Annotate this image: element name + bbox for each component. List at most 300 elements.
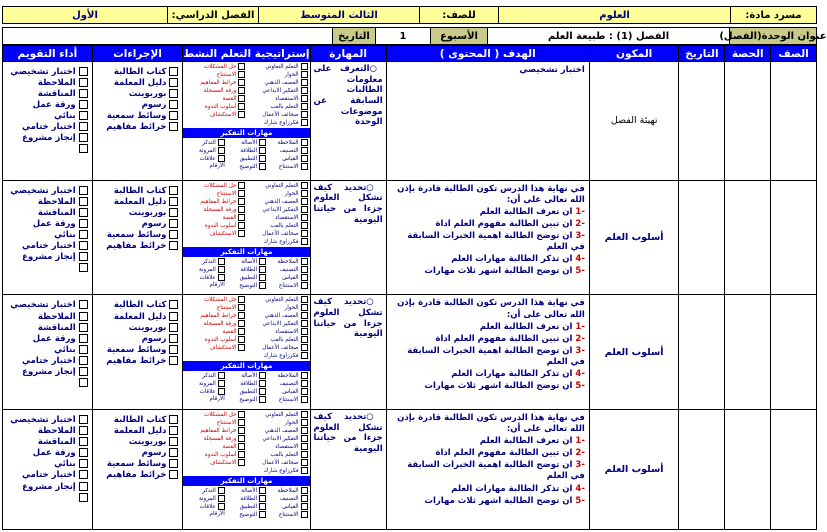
checkbox[interactable]	[259, 495, 266, 502]
checkbox[interactable]	[238, 222, 245, 229]
strategy-option[interactable]: العصف الذهني	[247, 312, 307, 320]
strategy-option[interactable]: التعلم بالعب	[247, 451, 307, 459]
checkbox[interactable]	[218, 487, 225, 494]
evaluation-option[interactable]: ورقة عمل	[7, 334, 88, 345]
checkbox[interactable]	[238, 190, 245, 197]
checkbox[interactable]	[218, 274, 225, 281]
thinking-option[interactable]: الاستنتاج	[268, 511, 307, 519]
procedure-option[interactable]: كتاب الطالبة	[97, 67, 179, 78]
checkbox[interactable]	[301, 222, 308, 229]
thinking-option[interactable]: المرونة	[185, 147, 224, 155]
strategy-option[interactable]: الاستكشاف	[185, 344, 245, 352]
checkbox[interactable]	[259, 274, 266, 281]
evaluation-option[interactable]: المناقشة	[7, 208, 88, 219]
strategy-option[interactable]: ورقة المسجلة	[185, 435, 245, 443]
checkbox[interactable]	[259, 396, 266, 403]
checkbox[interactable]	[79, 78, 88, 87]
period-cell[interactable]	[725, 62, 771, 181]
strategy-option[interactable]: العصف الذهني	[247, 198, 307, 206]
evaluation-option[interactable]: الملاحظة	[7, 426, 88, 437]
checkbox[interactable]	[301, 103, 308, 110]
checkbox[interactable]	[218, 258, 225, 265]
checkbox[interactable]	[169, 300, 178, 309]
thinking-option[interactable]: القياس	[268, 155, 307, 163]
checkbox[interactable]	[169, 208, 178, 217]
checkbox[interactable]	[301, 163, 308, 170]
thinking-option[interactable]: التوضيح	[227, 511, 266, 519]
checkbox[interactable]	[169, 356, 178, 365]
checkbox[interactable]	[169, 197, 178, 206]
checkbox[interactable]	[301, 467, 308, 474]
procedure-option[interactable]: بوربوينت	[97, 437, 179, 448]
checkbox[interactable]	[79, 415, 88, 424]
strategy-option[interactable]: الحوار	[247, 304, 307, 312]
checkbox[interactable]	[79, 100, 88, 109]
checkbox[interactable]	[169, 78, 178, 87]
checkbox[interactable]	[238, 103, 245, 110]
procedure-option[interactable]: دليل المعلمة	[97, 312, 179, 323]
checkbox[interactable]	[238, 87, 245, 94]
thinking-option[interactable]: علاقات الأرقام	[199, 389, 225, 403]
checkbox[interactable]	[218, 266, 225, 273]
checkbox[interactable]	[301, 214, 308, 221]
checkbox[interactable]	[301, 336, 308, 343]
thinking-option[interactable]: التطبيق	[227, 503, 266, 511]
evaluation-option-blank[interactable]	[7, 378, 88, 389]
thinking-option[interactable]: الأصالة	[227, 487, 266, 495]
procedure-option[interactable]: وسائط سمعية	[97, 111, 179, 122]
checkbox[interactable]	[301, 238, 308, 245]
procedure-option[interactable]: دليل المعلمة	[97, 426, 179, 437]
checkbox[interactable]	[79, 312, 88, 321]
checkbox[interactable]	[79, 356, 88, 365]
strategy-option[interactable]: الاستقصاء	[247, 214, 307, 222]
checkbox[interactable]	[238, 459, 245, 466]
checkbox[interactable]	[301, 190, 308, 197]
checkbox[interactable]	[301, 427, 308, 434]
thinking-option[interactable]: التطبيق	[227, 155, 266, 163]
checkbox[interactable]	[238, 328, 245, 335]
strategy-option[interactable]: صحائف الأعمال	[247, 230, 307, 238]
evaluation-option[interactable]: بنائي	[7, 345, 88, 356]
checkbox[interactable]	[218, 388, 225, 395]
checkbox[interactable]	[79, 144, 88, 153]
checkbox[interactable]	[79, 186, 88, 195]
evaluation-option[interactable]: اختبار ختامي	[7, 241, 88, 252]
checkbox[interactable]	[259, 139, 266, 146]
strategy-option[interactable]: التعلم بالعب	[247, 103, 307, 111]
strategy-option[interactable]: الحوار	[247, 71, 307, 79]
evaluation-option[interactable]: إنجاز مشروع	[7, 252, 88, 263]
evaluation-option[interactable]: اختبار ختامي	[7, 356, 88, 367]
evaluation-option[interactable]: اختبار تشخيصي	[7, 186, 88, 197]
checkbox[interactable]	[79, 367, 88, 376]
strategy-option[interactable]: التعلم بالعب	[247, 336, 307, 344]
checkbox[interactable]	[79, 437, 88, 446]
checkbox[interactable]	[301, 328, 308, 335]
thinking-option[interactable]: التذكر	[185, 372, 224, 380]
checkbox[interactable]	[169, 415, 178, 424]
checkbox[interactable]	[218, 372, 225, 379]
unit-value[interactable]: الفصل (1) : طبيعة العلم	[487, 28, 729, 44]
evaluation-option[interactable]: المناقشة	[7, 89, 88, 100]
checkbox[interactable]	[79, 89, 88, 98]
checkbox[interactable]	[79, 470, 88, 479]
checkbox[interactable]	[301, 282, 308, 289]
period-cell[interactable]	[725, 295, 771, 410]
class-value[interactable]: الثالث المتوسط	[258, 7, 419, 23]
checkbox[interactable]	[238, 344, 245, 351]
checkbox[interactable]	[301, 320, 308, 327]
thinking-option[interactable]: التصنيف	[268, 147, 307, 155]
strategy-option[interactable]: الاستنتاج	[185, 71, 245, 79]
evaluation-option[interactable]: اختبار ختامي	[7, 470, 88, 481]
procedure-option[interactable]: خرائط مفاهيم	[97, 241, 179, 252]
procedure-option[interactable]: كتاب الطالبة	[97, 300, 179, 311]
strategy-option[interactable]: الحوار	[247, 190, 307, 198]
checkbox[interactable]	[169, 345, 178, 354]
evaluation-option[interactable]: إنجاز مشروع	[7, 482, 88, 493]
checkbox[interactable]	[169, 111, 178, 120]
checkbox[interactable]	[79, 459, 88, 468]
checkbox[interactable]	[238, 304, 245, 311]
strategy-option[interactable]: صحائف الأعمال	[247, 111, 307, 119]
checkbox[interactable]	[259, 155, 266, 162]
procedure-option[interactable]: وسائط سمعية	[97, 230, 179, 241]
checkbox[interactable]	[238, 443, 245, 450]
checkbox[interactable]	[218, 139, 225, 146]
evaluation-option[interactable]: ورقة عمل	[7, 448, 88, 459]
thinking-option[interactable]: علاقات الأرقام	[199, 274, 225, 288]
checkbox[interactable]	[301, 411, 308, 418]
checkbox[interactable]	[79, 345, 88, 354]
strategy-option[interactable]: العصف الذهني	[247, 79, 307, 87]
checkbox[interactable]	[238, 336, 245, 343]
thinking-option[interactable]: الطلاقة	[227, 147, 266, 155]
date-cell[interactable]	[679, 295, 725, 410]
checkbox[interactable]	[301, 155, 308, 162]
evaluation-option[interactable]: المناقشة	[7, 437, 88, 448]
checkbox[interactable]	[301, 119, 308, 126]
evaluation-option[interactable]: الملاحظة	[7, 78, 88, 89]
checkbox[interactable]	[79, 378, 88, 387]
strategy-option[interactable]: التعلم التعاوني	[247, 63, 307, 71]
strategy-option[interactable]: التفكير الابداعي	[247, 320, 307, 328]
strategy-option[interactable]: التفكير الابداعي	[247, 87, 307, 95]
checkbox[interactable]	[301, 79, 308, 86]
checkbox[interactable]	[238, 230, 245, 237]
thinking-option[interactable]: الطلاقة	[227, 266, 266, 274]
strategy-option[interactable]: القصة	[185, 328, 245, 336]
checkbox[interactable]	[169, 100, 178, 109]
checkbox[interactable]	[79, 448, 88, 457]
thinking-option[interactable]: الملاحظة	[268, 372, 307, 380]
checkbox[interactable]	[169, 186, 178, 195]
checkbox[interactable]	[301, 388, 308, 395]
checkbox[interactable]	[301, 443, 308, 450]
strategy-option[interactable]: فكرزاوج شارك	[247, 238, 307, 246]
class-cell[interactable]	[771, 410, 817, 530]
strategy-option[interactable]: الاستنتاج	[185, 190, 245, 198]
thinking-option[interactable]: الاستنتاج	[268, 163, 307, 171]
subject-value[interactable]: العلوم	[498, 7, 730, 23]
evaluation-option[interactable]: ورقة عمل	[7, 219, 88, 230]
checkbox[interactable]	[79, 334, 88, 343]
checkbox[interactable]	[301, 230, 308, 237]
checkbox[interactable]	[79, 263, 88, 272]
term-value[interactable]: الأول	[3, 7, 167, 23]
checkbox[interactable]	[79, 323, 88, 332]
strategy-option[interactable]: خرائط المفاهيم	[185, 427, 245, 435]
checkbox[interactable]	[79, 67, 88, 76]
date-value[interactable]	[3, 28, 332, 44]
checkbox[interactable]	[259, 266, 266, 273]
checkbox[interactable]	[259, 147, 266, 154]
thinking-option[interactable]: الاستنتاج	[268, 282, 307, 290]
procedure-option[interactable]: رسوم	[97, 100, 179, 111]
strategy-option[interactable]: القصة	[185, 95, 245, 103]
checkbox[interactable]	[301, 396, 308, 403]
strategy-option[interactable]: حل المشكلات	[185, 411, 245, 419]
procedure-option[interactable]: خرائط مفاهيم	[97, 470, 179, 481]
checkbox[interactable]	[301, 352, 308, 359]
thinking-option[interactable]: الملاحظة	[268, 258, 307, 266]
checkbox[interactable]	[301, 63, 308, 70]
strategy-option[interactable]: صحائف الأعمال	[247, 459, 307, 467]
checkbox[interactable]	[238, 320, 245, 327]
evaluation-option[interactable]: اختبار تشخيصي	[7, 415, 88, 426]
checkbox[interactable]	[169, 323, 178, 332]
checkbox[interactable]	[218, 495, 225, 502]
evaluation-option[interactable]: المناقشة	[7, 323, 88, 334]
checkbox[interactable]	[301, 312, 308, 319]
checkbox[interactable]	[301, 139, 308, 146]
checkbox[interactable]	[238, 182, 245, 189]
checkbox[interactable]	[259, 258, 266, 265]
checkbox[interactable]	[301, 95, 308, 102]
strategy-option[interactable]: أسلوب الندوة	[185, 336, 245, 344]
evaluation-option-blank[interactable]	[7, 493, 88, 504]
thinking-option[interactable]: علاقات الأرقام	[199, 155, 225, 169]
thinking-option[interactable]: الطلاقة	[227, 495, 266, 503]
strategy-option[interactable]: التفكير الابداعي	[247, 435, 307, 443]
thinking-option[interactable]: المرونة	[185, 380, 224, 388]
checkbox[interactable]	[301, 380, 308, 387]
strategy-option[interactable]: التفكير الابداعي	[247, 206, 307, 214]
checkbox[interactable]	[238, 198, 245, 205]
checkbox[interactable]	[79, 426, 88, 435]
thinking-option[interactable]: التذكر	[185, 487, 224, 495]
checkbox[interactable]	[79, 219, 88, 228]
thinking-option[interactable]: الملاحظة	[268, 139, 307, 147]
checkbox[interactable]	[238, 206, 245, 213]
checkbox[interactable]	[301, 372, 308, 379]
thinking-option[interactable]: التذكر	[185, 258, 224, 266]
checkbox[interactable]	[259, 487, 266, 494]
thinking-option[interactable]: التوضيح	[227, 396, 266, 404]
checkbox[interactable]	[79, 122, 88, 131]
evaluation-option[interactable]: إنجاز مشروع	[7, 367, 88, 378]
checkbox[interactable]	[238, 435, 245, 442]
thinking-option[interactable]: الأصالة	[227, 258, 266, 266]
checkbox[interactable]	[238, 95, 245, 102]
date-cell[interactable]	[679, 410, 725, 530]
strategy-option[interactable]: الاستقصاء	[247, 95, 307, 103]
strategy-option[interactable]: أسلوب الندوة	[185, 103, 245, 111]
checkbox[interactable]	[259, 372, 266, 379]
class-cell[interactable]	[771, 62, 817, 181]
procedure-option[interactable]: رسوم	[97, 219, 179, 230]
checkbox[interactable]	[301, 182, 308, 189]
procedure-option[interactable]: رسوم	[97, 448, 179, 459]
evaluation-option-blank[interactable]	[7, 144, 88, 155]
strategy-option[interactable]: التعلم التعاوني	[247, 182, 307, 190]
checkbox[interactable]	[79, 230, 88, 239]
thinking-option[interactable]: المرونة	[185, 266, 224, 274]
checkbox[interactable]	[301, 258, 308, 265]
checkbox[interactable]	[259, 163, 266, 170]
strategy-option[interactable]: فكرزاوج شارك	[247, 467, 307, 475]
evaluation-option[interactable]: الملاحظة	[7, 312, 88, 323]
checkbox[interactable]	[79, 208, 88, 217]
procedure-option[interactable]: كتاب الطالبة	[97, 415, 179, 426]
checkbox[interactable]	[169, 312, 178, 321]
checkbox[interactable]	[301, 435, 308, 442]
procedure-option[interactable]: دليل المعلمة	[97, 197, 179, 208]
checkbox[interactable]	[169, 437, 178, 446]
thinking-option[interactable]: الأصالة	[227, 372, 266, 380]
strategy-option[interactable]: التعلم التعاوني	[247, 411, 307, 419]
thinking-option[interactable]: التصنيف	[268, 380, 307, 388]
checkbox[interactable]	[79, 197, 88, 206]
checkbox[interactable]	[79, 241, 88, 250]
thinking-option[interactable]: التوضيح	[227, 163, 266, 171]
checkbox[interactable]	[259, 503, 266, 510]
checkbox[interactable]	[301, 495, 308, 502]
checkbox[interactable]	[238, 71, 245, 78]
checkbox[interactable]	[301, 459, 308, 466]
strategy-option[interactable]: الاستقصاء	[247, 328, 307, 336]
strategy-option[interactable]: العصف الذهني	[247, 427, 307, 435]
strategy-option[interactable]: القصة	[185, 214, 245, 222]
thinking-option[interactable]: التوضيح	[227, 282, 266, 290]
strategy-option[interactable]: القصة	[185, 443, 245, 451]
thinking-option[interactable]: القياس	[268, 388, 307, 396]
evaluation-option[interactable]: بنائي	[7, 459, 88, 470]
thinking-option[interactable]: القياس	[268, 274, 307, 282]
thinking-option[interactable]: التصنيف	[268, 495, 307, 503]
thinking-option[interactable]: التذكر	[185, 139, 224, 147]
checkbox[interactable]	[259, 511, 266, 518]
strategy-option[interactable]: صحائف الأعمال	[247, 344, 307, 352]
thinking-option[interactable]: علاقات الأرقام	[199, 504, 225, 518]
period-cell[interactable]	[725, 410, 771, 530]
procedure-option[interactable]: بوربوينت	[97, 89, 179, 100]
checkbox[interactable]	[301, 198, 308, 205]
checkbox[interactable]	[301, 344, 308, 351]
evaluation-option[interactable]: بنائي	[7, 111, 88, 122]
checkbox[interactable]	[238, 63, 245, 70]
strategy-option[interactable]: التعلم بالعب	[247, 222, 307, 230]
checkbox[interactable]	[301, 147, 308, 154]
class-cell[interactable]	[771, 295, 817, 410]
procedure-option[interactable]: خرائط مفاهيم	[97, 356, 179, 367]
checkbox[interactable]	[238, 419, 245, 426]
strategy-option[interactable]: الاستنتاج	[185, 304, 245, 312]
checkbox[interactable]	[301, 296, 308, 303]
checkbox[interactable]	[218, 503, 225, 510]
strategy-option[interactable]: الاستكشاف	[185, 459, 245, 467]
date-cell[interactable]	[679, 62, 725, 181]
checkbox[interactable]	[238, 312, 245, 319]
checkbox[interactable]	[218, 380, 225, 387]
checkbox[interactable]	[79, 493, 88, 502]
period-cell[interactable]	[725, 180, 771, 295]
checkbox[interactable]	[259, 388, 266, 395]
evaluation-option[interactable]: اختبار تشخيصي	[7, 67, 88, 78]
strategy-option[interactable]: حل المشكلات	[185, 182, 245, 190]
checkbox[interactable]	[259, 282, 266, 289]
strategy-option[interactable]: ورقة المسجلة	[185, 87, 245, 95]
checkbox[interactable]	[301, 111, 308, 118]
checkbox[interactable]	[169, 241, 178, 250]
thinking-option[interactable]: التطبيق	[227, 388, 266, 396]
procedure-option[interactable]: دليل المعلمة	[97, 78, 179, 89]
strategy-option[interactable]: أسلوب الندوة	[185, 451, 245, 459]
strategy-option[interactable]: حل المشكلات	[185, 63, 245, 71]
checkbox[interactable]	[259, 380, 266, 387]
checkbox[interactable]	[301, 266, 308, 273]
evaluation-option-blank[interactable]	[7, 263, 88, 274]
week-value[interactable]: 1	[375, 28, 430, 44]
checkbox[interactable]	[169, 67, 178, 76]
procedure-option[interactable]: رسوم	[97, 334, 179, 345]
checkbox[interactable]	[169, 334, 178, 343]
checkbox[interactable]	[238, 427, 245, 434]
checkbox[interactable]	[169, 219, 178, 228]
strategy-option[interactable]: حل المشكلات	[185, 296, 245, 304]
checkbox[interactable]	[169, 426, 178, 435]
checkbox[interactable]	[79, 482, 88, 491]
checkbox[interactable]	[301, 419, 308, 426]
evaluation-option[interactable]: اختبار تشخيصي	[7, 300, 88, 311]
strategy-option[interactable]: الاستكشاف	[185, 230, 245, 238]
checkbox[interactable]	[169, 459, 178, 468]
strategy-option[interactable]: ورقة المسجلة	[185, 320, 245, 328]
checkbox[interactable]	[218, 147, 225, 154]
evaluation-option[interactable]: إنجاز مشروع	[7, 133, 88, 144]
strategy-option[interactable]: الاستنتاج	[185, 419, 245, 427]
checkbox[interactable]	[238, 451, 245, 458]
thinking-option[interactable]: المرونة	[185, 495, 224, 503]
strategy-option[interactable]: الاستقصاء	[247, 443, 307, 451]
strategy-option[interactable]: فكرزاوج شارك	[247, 119, 307, 127]
checkbox[interactable]	[301, 206, 308, 213]
checkbox[interactable]	[79, 252, 88, 261]
strategy-option[interactable]: الاستكشاف	[185, 111, 245, 119]
thinking-option[interactable]: القياس	[268, 503, 307, 511]
procedure-option[interactable]: بوربوينت	[97, 208, 179, 219]
evaluation-option[interactable]: بنائي	[7, 230, 88, 241]
checkbox[interactable]	[301, 304, 308, 311]
strategy-option[interactable]: التعلم التعاوني	[247, 296, 307, 304]
checkbox[interactable]	[238, 296, 245, 303]
checkbox[interactable]	[238, 79, 245, 86]
date-cell[interactable]	[679, 180, 725, 295]
strategy-option[interactable]: خرائط المفاهيم	[185, 312, 245, 320]
checkbox[interactable]	[301, 503, 308, 510]
checkbox[interactable]	[238, 411, 245, 418]
